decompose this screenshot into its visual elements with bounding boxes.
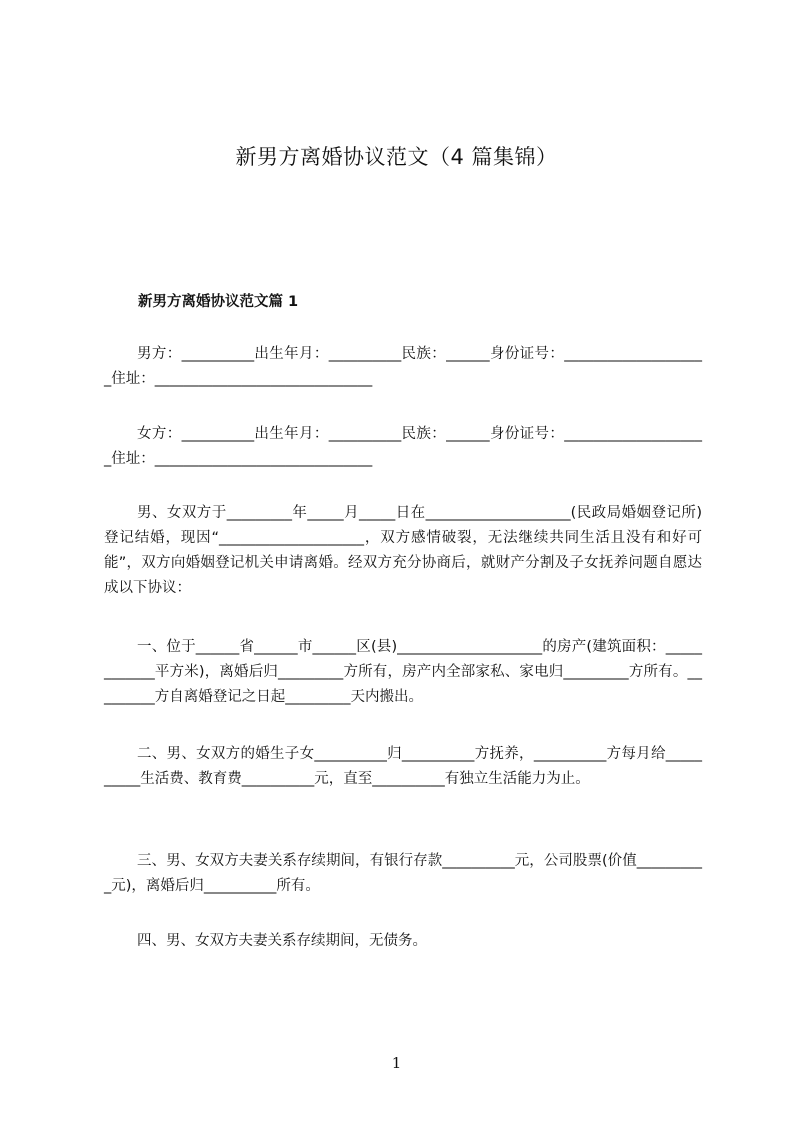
paragraph-clause-children: 二、男、女双方的婚生子女__________归__________方抚养，__________方每月给__________生活费、教育费__________元，直至__________有独立生活能力为止。 (104, 746, 702, 787)
page-number: 1 (391, 1054, 402, 1072)
paragraph-clause-property: 一、位于______省______市______区(县)____________________的房产(建筑面积：____________平方米)，离婚后归_________方所有，房产内全部家私、家电归_________方所有。_________方自离婚登记之日起_________天内搬出。 (104, 639, 702, 705)
section-heading: 新男方离婚协议范文篇 1 (138, 294, 299, 310)
paragraph-clause-debt: 四、男、女双方夫妻关系存续期间，无债务。 (137, 933, 427, 949)
paragraph-wife-info: 女方：__________出生年月：__________民族：______身份证号：____________________住址：______________________________ (104, 426, 702, 467)
paragraph-marriage-statement: 男、女双方于_________年_____月_____日在____________________(民政局婚姻登记所)登记结婚，现因“____________________，双方感情破裂，无法继续共同生活且没有和好可能”，双方向婚姻登记机关申请离婚。经双方充分协商后，就财产分割及子女抚养问题自愿达成以下协议： (104, 505, 702, 596)
paragraph-husband-info: 男方：__________出生年月：__________民族：______身份证号：____________________住址：______________________________ (104, 346, 702, 387)
document-title: 新男方离婚协议范文（4 篇集锦） (235, 145, 558, 169)
paragraph-clause-savings: 三、男、女双方夫妻关系存续期间，有银行存款__________元，公司股票(价值__________元)，离婚后归__________所有。 (104, 853, 702, 894)
